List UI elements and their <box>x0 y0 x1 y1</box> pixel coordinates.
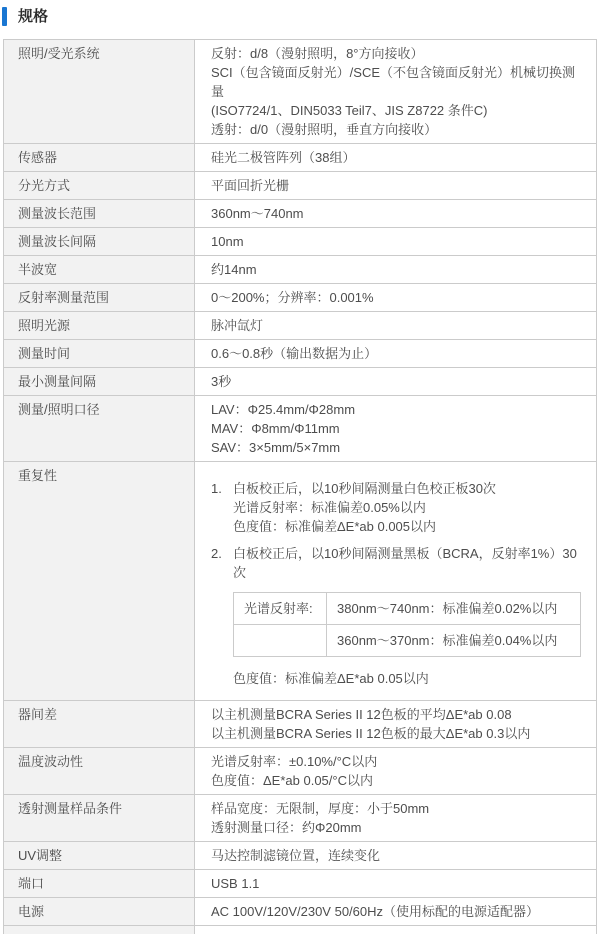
spec-row-aperture <box>4 396 597 462</box>
spec-row-temperature-drift <box>4 748 597 795</box>
spec-value-line: 反射：d/8（漫射照明，8°方向接收） <box>211 44 586 63</box>
spec-label: UV调整 <box>4 842 195 870</box>
spec-value <box>195 898 597 926</box>
spec-row-cutoff <box>4 926 597 934</box>
spec-label: 重复性 <box>4 462 195 701</box>
spec-label: 半波宽 <box>4 256 195 284</box>
spec-value <box>195 795 597 842</box>
spec-table <box>3 39 597 934</box>
repeatability-line: 色度值：标准偏差ΔE*ab 0.05以内 <box>233 669 586 688</box>
title-accent-bar <box>2 7 7 26</box>
spec-row-illumination <box>4 40 597 144</box>
spec-value <box>195 926 597 934</box>
spec-value-line: 0～200%；分辨率：0.001% <box>211 288 586 307</box>
spec-row-wavelength-range <box>4 200 597 228</box>
spec-row-wavelength-interval <box>4 228 597 256</box>
spec-label: 测量波长范围 <box>4 200 195 228</box>
spec-row-measurement-time <box>4 340 597 368</box>
repeatability-line: 色度值：标准偏差ΔE*ab 0.005以内 <box>233 517 586 536</box>
spec-value-line: 色度值：ΔE*ab 0.05/°C以内 <box>211 771 586 790</box>
spec-value <box>195 40 597 144</box>
spec-value <box>195 462 597 701</box>
spec-value-line: AC 100V/120V/230V 50/60Hz（使用标配的电源适配器） <box>211 902 586 921</box>
spec-value-line: 约14nm <box>211 260 586 279</box>
spec-value <box>195 144 597 172</box>
spec-label: 传感器 <box>4 144 195 172</box>
spec-row-min-interval <box>4 368 597 396</box>
spec-row-light-source <box>4 312 597 340</box>
inner-table-row <box>234 593 581 625</box>
spec-label: 最小测量间隔 <box>4 368 195 396</box>
spec-label: 电源 <box>4 898 195 926</box>
spec-value <box>195 256 597 284</box>
inner-table-value: 360nm～370nm：标准偏差0.04%以内 <box>327 625 581 657</box>
spec-value-line: 以主机测量BCRA Series II 12色板的最大ΔE*ab 0.3以内 <box>211 724 586 743</box>
spec-row-sensor <box>4 144 597 172</box>
spec-value-line: 样品宽度：无限制，厚度：小于50mm <box>211 799 586 818</box>
spec-value-line: SAV：3×5mm/5×7mm <box>211 438 586 457</box>
spec-value-line: 透射：d/0（漫射照明，垂直方向接收） <box>211 120 586 139</box>
inner-table-label: 光谱反射率: <box>234 593 327 625</box>
spec-label: 透射测量样品条件 <box>4 795 195 842</box>
spec-value <box>195 842 597 870</box>
inner-table-label <box>234 625 327 657</box>
inner-table-row <box>234 625 581 657</box>
spec-value-line: 0.6～0.8秒（输出数据为止） <box>211 344 586 363</box>
spec-row-power <box>4 898 597 926</box>
spec-value <box>195 172 597 200</box>
spec-value <box>195 200 597 228</box>
repeatability-item-1 <box>211 479 586 536</box>
spec-label: 分光方式 <box>4 172 195 200</box>
spec-value <box>195 870 597 898</box>
spec-value-line: 马达控制滤镜位置，连续变化 <box>211 846 586 865</box>
spec-value-line: 透射测量口径：约Φ20mm <box>211 818 586 837</box>
list-number: 2. <box>211 544 233 563</box>
spec-row-dispersion <box>4 172 597 200</box>
spec-label <box>4 926 195 934</box>
spec-value <box>195 284 597 312</box>
spec-value-line: 360nm～740nm <box>211 204 586 223</box>
spec-label: 温度波动性 <box>4 748 195 795</box>
spec-row-inter-instrument <box>4 701 597 748</box>
repeatability-inner-table <box>233 592 581 657</box>
spec-label: 测量时间 <box>4 340 195 368</box>
spec-value-line: 脉冲氙灯 <box>211 316 586 335</box>
spec-label: 测量/照明口径 <box>4 396 195 462</box>
spec-value <box>195 748 597 795</box>
spec-label: 测量波长间隔 <box>4 228 195 256</box>
section-header <box>2 6 603 27</box>
spec-value <box>195 340 597 368</box>
page-title: 规格 <box>18 6 48 27</box>
repeatability-line: 白板校正后，以10秒间隔测量白色校正板30次 <box>233 479 586 498</box>
repeatability-item-2 <box>211 544 586 688</box>
spec-value-line: 光谱反射率：±0.10%/°C以内 <box>211 752 586 771</box>
repeatability-line: 白板校正后，以10秒间隔测量黑板（BCRA，反射率1%）30次 <box>233 544 586 582</box>
spec-row-repeatability <box>4 462 597 701</box>
list-number: 1. <box>211 479 233 498</box>
spec-value-line: 硅光二极管阵列（38组） <box>211 148 586 167</box>
spec-value <box>195 396 597 462</box>
spec-row-reflectance-range <box>4 284 597 312</box>
spec-label: 照明/受光系统 <box>4 40 195 144</box>
spec-value-line: (ISO7724/1、DIN5033 Teil7、JIS Z8722 条件C) <box>211 101 586 120</box>
spec-label: 端口 <box>4 870 195 898</box>
spec-row-half-bandwidth <box>4 256 597 284</box>
spec-value <box>195 228 597 256</box>
spec-label: 器间差 <box>4 701 195 748</box>
spec-label: 反射率测量范围 <box>4 284 195 312</box>
spec-value <box>195 312 597 340</box>
spec-row-port <box>4 870 597 898</box>
spec-row-transmittance-sample <box>4 795 597 842</box>
spec-value-line: 以主机测量BCRA Series II 12色板的平均ΔE*ab 0.08 <box>211 705 586 724</box>
spec-value-line: USB 1.1 <box>211 874 586 893</box>
spec-row-uv-adjust <box>4 842 597 870</box>
spec-value-line: LAV：Φ25.4mm/Φ28mm <box>211 400 586 419</box>
inner-table-value: 380nm～740nm：标准偏差0.02%以内 <box>327 593 581 625</box>
spec-value <box>195 368 597 396</box>
repeatability-line: 光谱反射率：标准偏差0.05%以内 <box>233 498 586 517</box>
spec-value-line: SCI（包含镜面反射光）/SCE（不包含镜面反射光）机械切换测量 <box>211 63 586 101</box>
spec-label: 照明光源 <box>4 312 195 340</box>
spec-value-line: 平面回折光栅 <box>211 176 586 195</box>
spec-value-line: 3秒 <box>211 372 586 391</box>
spec-value-line: MAV：Φ8mm/Φ11mm <box>211 419 586 438</box>
spec-value <box>195 701 597 748</box>
spec-value-line: 10nm <box>211 232 586 251</box>
